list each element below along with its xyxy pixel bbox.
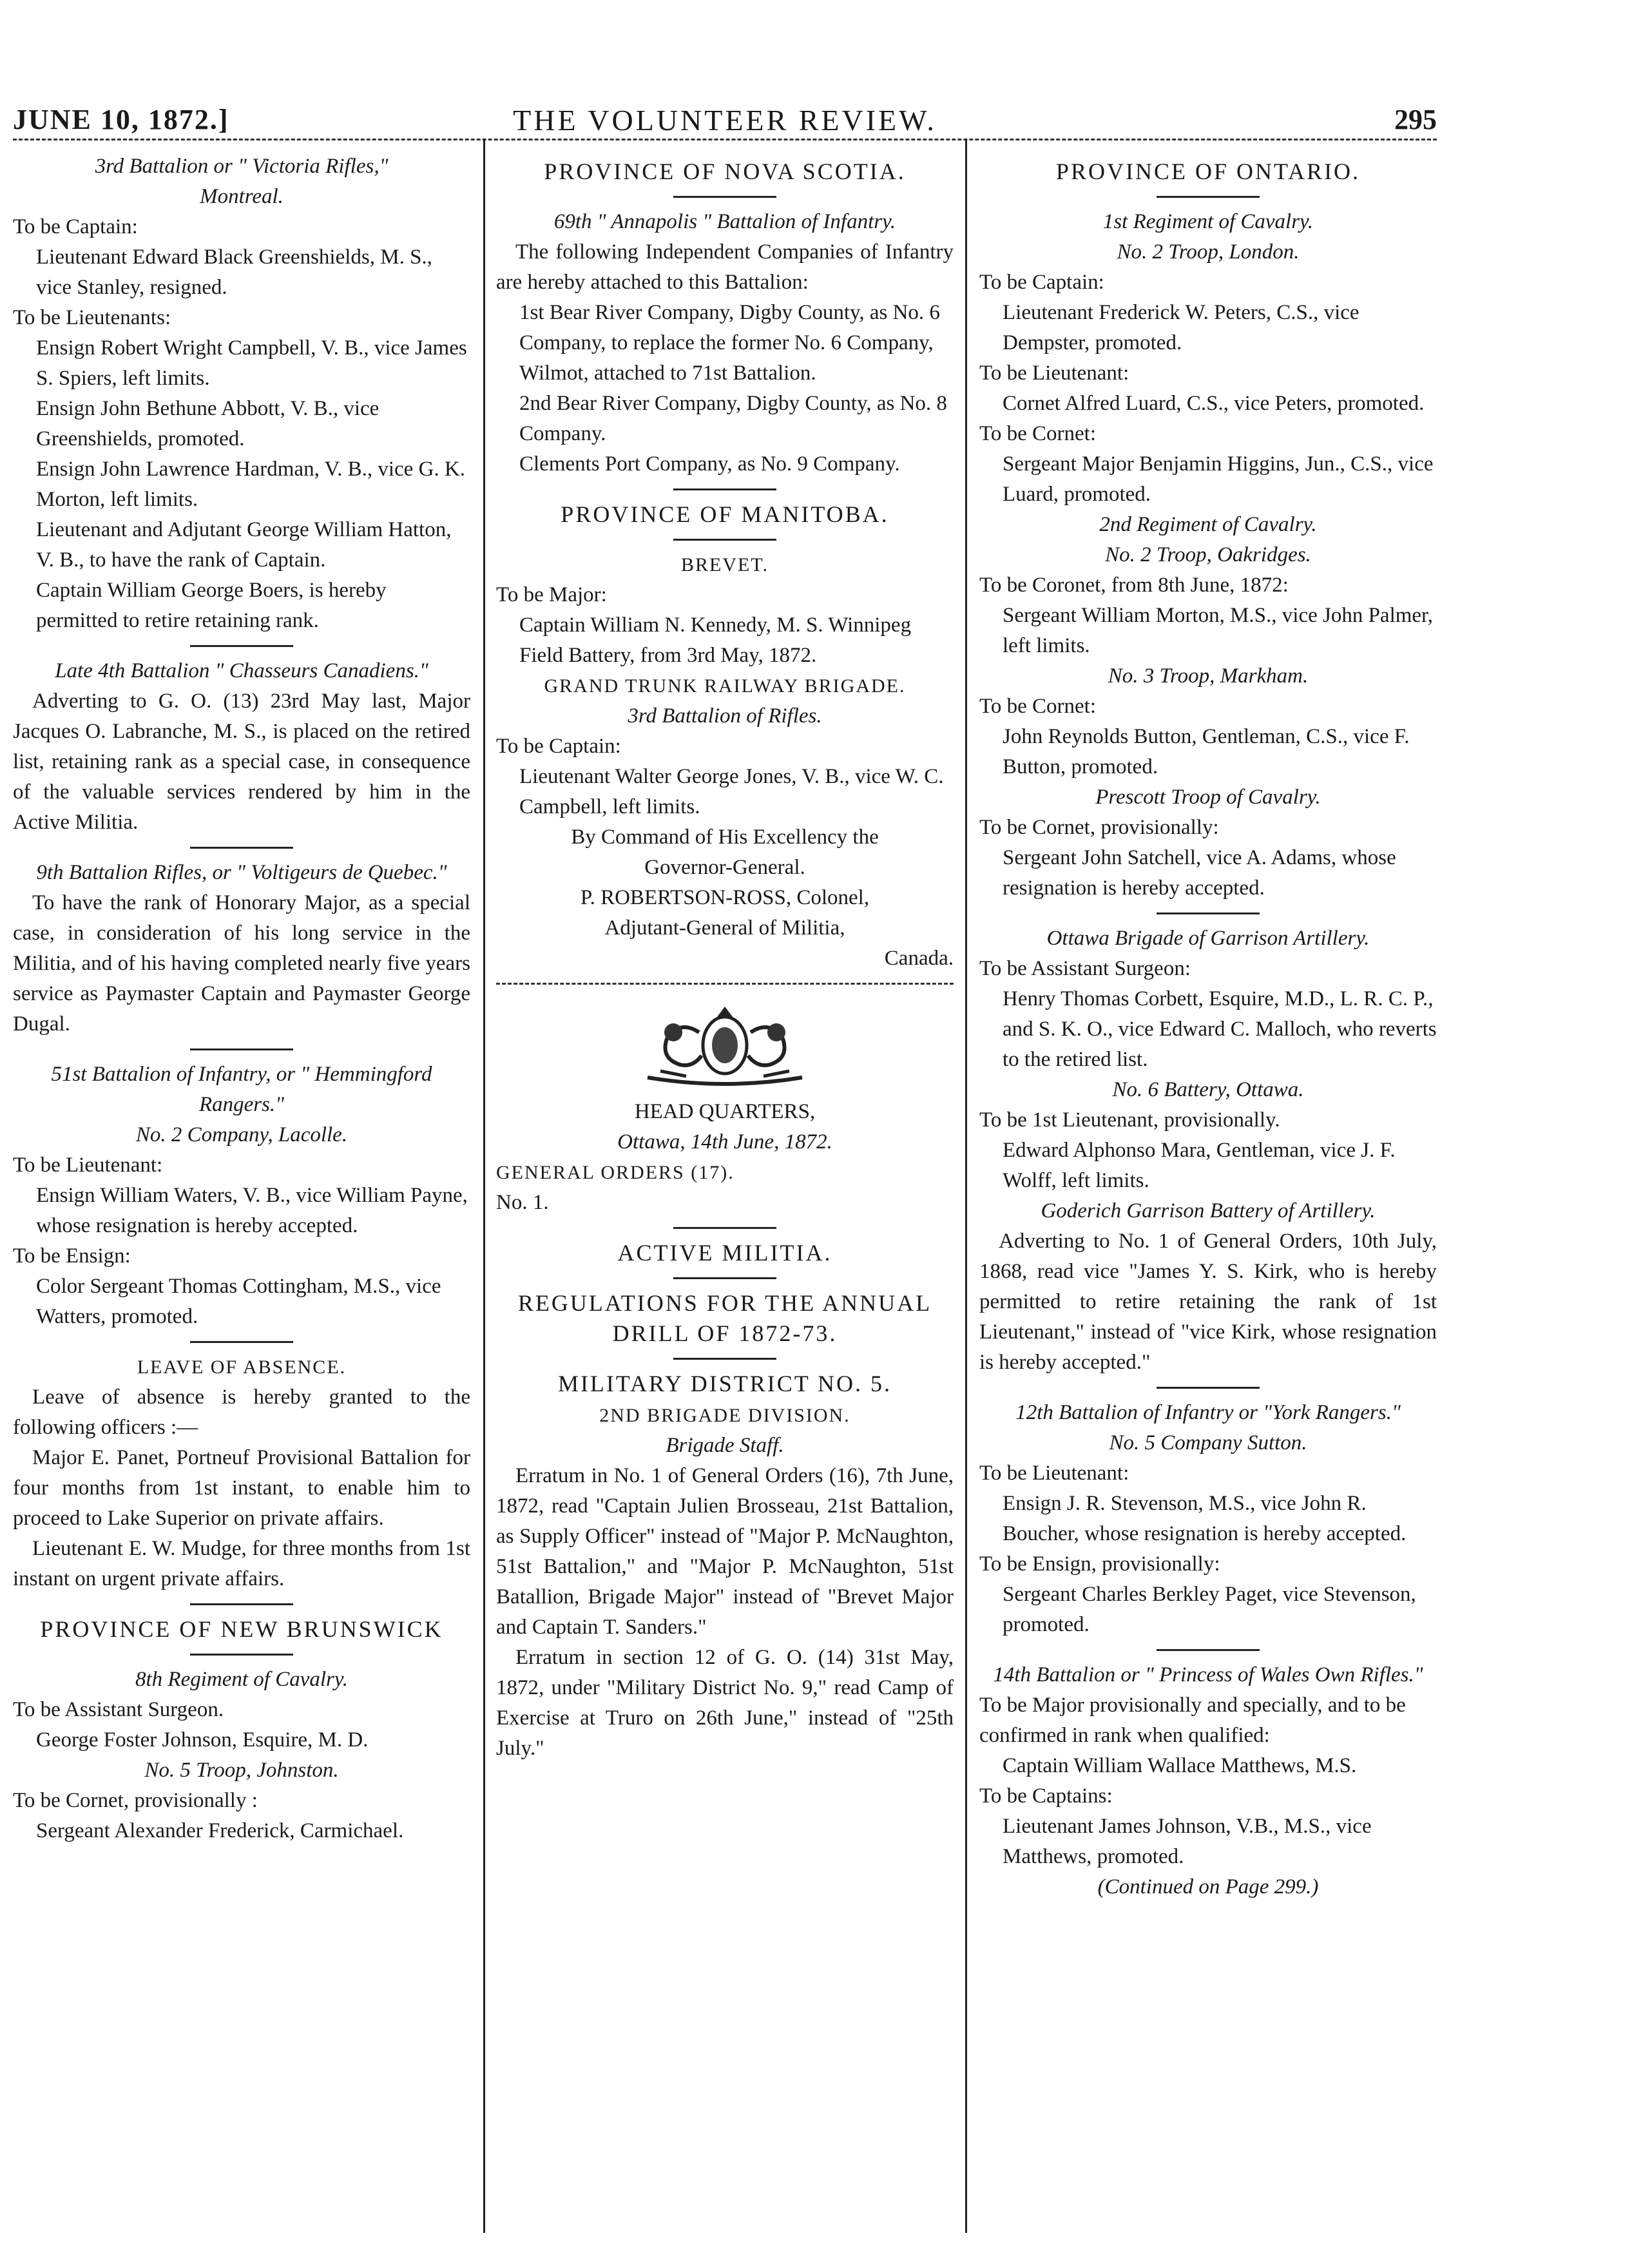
appointment-heading: To be Captain: bbox=[496, 735, 621, 758]
province-heading: PROVINCE OF MANITOBA. bbox=[561, 501, 889, 527]
page-header bbox=[13, 103, 1437, 148]
appointment-heading: To be 1st Lieutenant, provisionally. bbox=[979, 1108, 1280, 1132]
general-orders: GENERAL ORDERS (17). bbox=[496, 1162, 735, 1183]
appointment-entry: Ensign John Bethune Abbott, V. B., vice Greenshields, promoted. bbox=[36, 397, 379, 450]
section-title: BREVET. bbox=[681, 554, 769, 575]
appointment-entry: Cornet Alfred Luard, C.S., vice Peters, promoted. bbox=[1003, 392, 1425, 415]
header-rule bbox=[13, 139, 1437, 140]
command-line: By Command of His Excellency the bbox=[571, 826, 879, 849]
section-title: 2nd Regiment of Cavalry. bbox=[1099, 513, 1317, 536]
province-heading: PROVINCE OF NEW BRUNSWICK bbox=[40, 1616, 443, 1642]
appointment-entry: 2nd Bear River Company, Digby County, as No. 8 Company. bbox=[519, 392, 947, 445]
appointment-heading: To be Captains: bbox=[979, 1784, 1113, 1808]
section-divider bbox=[190, 645, 293, 647]
appointment-entry: Lieutenant Frederick W. Peters, C.S., vice Dempster, promoted. bbox=[1003, 301, 1359, 354]
notice-divider bbox=[496, 983, 954, 985]
hq-title: HEAD QUARTERS, bbox=[634, 1100, 816, 1123]
section-divider bbox=[190, 1603, 293, 1605]
publication-title: THE VOLUNTEER REVIEW. bbox=[513, 104, 937, 137]
column-left bbox=[13, 151, 470, 1846]
section-divider bbox=[673, 539, 776, 541]
division-title: 2ND BRIGADE DIVISION. bbox=[599, 1405, 850, 1426]
appointment-entry: Lieutenant Walter George Jones, V. B., vice W. C. Campbell, left limits. bbox=[519, 765, 944, 818]
section-title: LEAVE OF ABSENCE. bbox=[137, 1357, 347, 1378]
appointment-heading: To be Captain: bbox=[979, 271, 1104, 294]
signature-title: Adjutant-General of Militia, bbox=[604, 916, 845, 940]
appointment-entry: Henry Thomas Corbett, Esquire, M.D., L. R. C. P., and S. K. O., vice Edward C. Malloch, who reverts to the retired list. bbox=[1003, 987, 1437, 1071]
section-divider bbox=[190, 847, 293, 849]
section-subtitle: No. 5 Company Sutton. bbox=[1109, 1431, 1307, 1454]
hq-place: Ottawa, 14th June, 1872. bbox=[617, 1130, 832, 1154]
appointment-heading: To be Captain: bbox=[13, 215, 138, 238]
appointment-heading: To be Lieutenant: bbox=[979, 362, 1129, 385]
province-heading: PROVINCE OF ONTARIO. bbox=[1055, 159, 1361, 184]
appointment-heading: To be Assistant Surgeon: bbox=[979, 957, 1191, 980]
district-heading: MILITARY DISTRICT NO. 5. bbox=[557, 1371, 892, 1396]
appointment-entry: Captain William George Boers, is hereby permitted to retire retaining rank. bbox=[36, 579, 387, 632]
command-line: Governor-General. bbox=[644, 856, 805, 879]
order-paragraph: Leave of absence is hereby granted to the following officers :— bbox=[13, 1386, 470, 1439]
order-paragraph: The following Independent Companies of Infantry are hereby attached to this Battalion: bbox=[496, 240, 954, 294]
appointment-entry: Captain William N. Kennedy, M. S. Winnipeg Field Battery, from 3rd May, 1872. bbox=[519, 613, 912, 667]
section-divider bbox=[1157, 913, 1260, 914]
appointment-entry: Ensign John Lawrence Hardman, V. B., vice G. K. Morton, left limits. bbox=[36, 458, 465, 511]
appointment-entry: Ensign J. R. Stevenson, M.S., vice John R. Boucher, whose resignation is hereby accepted. bbox=[1003, 1492, 1407, 1545]
appointment-entry: Sergeant William Morton, M.S., vice John Palmer, left limits. bbox=[1003, 604, 1433, 657]
appointment-entry: Ensign William Waters, V. B., vice William Payne, whose resignation is hereby accepted. bbox=[36, 1184, 468, 1237]
section-subtitle: No. 2 Troop, Oakridges. bbox=[1105, 543, 1311, 566]
section-title: Prescott Troop of Cavalry. bbox=[1095, 786, 1321, 809]
appointment-heading: To be Assistant Surgeon. bbox=[13, 1698, 224, 1721]
column-divider-2 bbox=[965, 139, 967, 2233]
appointment-heading: To be Lieutenant: bbox=[13, 1154, 163, 1177]
appointment-entry: Captain William Wallace Matthews, M.S. bbox=[1003, 1754, 1357, 1777]
order-paragraph: Adverting to No. 1 of General Orders, 10th July, 1868, read vice "James Y. S. Kirk, who is hereby permitted to retire retaining the rank of 1st Lieutenant," instead of "vice Kirk, whose resignation is hereby accepted." bbox=[979, 1230, 1437, 1374]
section-title: 3rd Battalion or " Victoria Rifles," bbox=[95, 155, 389, 178]
order-paragraph: Major E. Panet, Portneuf Provisional Battalion for four months from 1st instant, to enable him to proceed to Lake Superior on private affairs. bbox=[13, 1446, 470, 1530]
order-paragraph: Adverting to G. O. (13) 23rd May last, Major Jacques O. Labranche, M. S., is placed on the retired list, retaining rank as a special case, in consequence of the valuable services rendered by him in the Active Militia. bbox=[13, 690, 470, 834]
section-divider bbox=[673, 1358, 776, 1360]
section-divider bbox=[1157, 196, 1260, 198]
section-title: 14th Battalion or " Princess of Wales Own Rifles." bbox=[993, 1663, 1423, 1686]
section-subtitle: No. 2 Company, Lacolle. bbox=[135, 1123, 348, 1146]
column-right bbox=[979, 151, 1437, 1902]
appointment-heading: To be Major provisionally and specially, and to be confirmed in rank when qualified: bbox=[979, 1694, 1406, 1747]
section-divider bbox=[190, 1654, 293, 1656]
section-divider bbox=[673, 1227, 776, 1229]
appointment-entry: George Foster Johnson, Esquire, M. D. bbox=[36, 1728, 369, 1752]
order-number: No. 1. bbox=[496, 1191, 549, 1214]
page-number: 295 bbox=[1394, 104, 1437, 135]
section-title: 1st Regiment of Cavalry. bbox=[1102, 210, 1314, 233]
section-title: 51st Battalion of Infantry, or " Hemmingford Rangers." bbox=[51, 1063, 432, 1116]
appointment-entry: Lieutenant and Adjutant George William Hatton, V. B., to have the rank of Captain. bbox=[36, 518, 452, 572]
appointment-heading: To be Coronet, from 8th June, 1872: bbox=[979, 574, 1289, 597]
section-divider bbox=[673, 1277, 776, 1279]
section-divider bbox=[673, 488, 776, 490]
column-middle bbox=[496, 151, 954, 1764]
appointment-entry: 1st Bear River Company, Digby County, as No. 6 Company, to replace the former No. 6 Company, Wilmot, attached to 71st Battalion. bbox=[519, 301, 940, 385]
section-title: Goderich Garrison Battery of Artillery. bbox=[1041, 1199, 1376, 1222]
section-subtitle: No. 5 Troop, Johnston. bbox=[144, 1759, 339, 1782]
appointment-entry: Sergeant Charles Berkley Paget, vice Stevenson, promoted. bbox=[1003, 1583, 1416, 1636]
appointment-heading: To be Major: bbox=[496, 583, 607, 606]
appointment-entry: Sergeant Major Benjamin Higgins, Jun., C.S., vice Luard, promoted. bbox=[1003, 452, 1434, 506]
signature-name: P. ROBERTSON-ROSS, Colonel, bbox=[580, 886, 870, 909]
section-title: GRAND TRUNK RAILWAY BRIGADE. bbox=[544, 675, 906, 697]
appointment-heading: To be Lieutenants: bbox=[13, 306, 171, 329]
appointment-entry: Ensign Robert Wright Campbell, V. B., vice James S. Spiers, left limits. bbox=[36, 336, 467, 390]
section-subtitle: 3rd Battalion of Rifles. bbox=[628, 704, 822, 728]
regulations-heading: REGULATIONS FOR THE ANNUAL DRILL OF 1872-73. bbox=[517, 1290, 932, 1346]
section-subtitle: No. 3 Troop, Markham. bbox=[1108, 664, 1309, 688]
appointment-entry: Lieutenant James Johnson, V.B., M.S., vice Matthews, promoted. bbox=[1003, 1815, 1372, 1868]
section-title: 9th Battalion Rifles, or " Voltigeurs de Quebec." bbox=[36, 861, 447, 884]
section-title: 8th Regiment of Cavalry. bbox=[135, 1668, 348, 1691]
section-title: 12th Battalion of Infantry or "York Rangers." bbox=[1015, 1401, 1401, 1424]
section-divider bbox=[190, 1341, 293, 1343]
appointment-entry: Sergeant Alexander Frederick, Carmichael. bbox=[36, 1819, 404, 1842]
appointment-entry: Color Sergeant Thomas Cottingham, M.S., vice Watters, promoted. bbox=[36, 1275, 441, 1328]
signature-country: Canada. bbox=[884, 947, 954, 970]
section-title: 69th " Annapolis " Battalion of Infantry. bbox=[553, 210, 896, 233]
appointment-heading: To be Cornet: bbox=[979, 695, 1096, 718]
issue-date: JUNE 10, 1872.] bbox=[13, 104, 229, 135]
staff-title: Brigade Staff. bbox=[666, 1434, 784, 1457]
section-title: Ottawa Brigade of Garrison Artillery. bbox=[1046, 927, 1370, 950]
appointment-entry: Clements Port Company, as No. 9 Company. bbox=[519, 452, 900, 476]
column-divider-1 bbox=[483, 139, 485, 2233]
province-heading: PROVINCE OF NOVA SCOTIA. bbox=[544, 159, 906, 184]
appointment-heading: To be Lieutenant: bbox=[979, 1462, 1129, 1485]
appointment-entry: Sergeant John Satchell, vice A. Adams, whose resignation is hereby accepted. bbox=[1003, 846, 1396, 900]
section-divider bbox=[673, 196, 776, 198]
appointment-heading: To be Cornet: bbox=[979, 422, 1096, 445]
appointment-entry: Edward Alphonso Mara, Gentleman, vice J. F. Wolff, left limits. bbox=[1003, 1139, 1396, 1192]
section-divider bbox=[1157, 1387, 1260, 1389]
erratum-paragraph: Erratum in section 12 of G. O. (14) 31st May, 1872, under "Military District No. 9," read Camp of Exercise at Truro on 26th June," instead of "25th July." bbox=[496, 1646, 954, 1760]
section-place: Montreal. bbox=[200, 185, 283, 208]
appointment-heading: To be Ensign, provisionally: bbox=[979, 1552, 1220, 1576]
section-divider bbox=[190, 1048, 293, 1050]
section-divider bbox=[1157, 1649, 1260, 1651]
appointment-heading: To be Cornet, provisionally: bbox=[979, 816, 1219, 839]
section-subtitle: No. 6 Battery, Ottawa. bbox=[1112, 1078, 1304, 1101]
section-subtitle: No. 2 Troop, London. bbox=[1117, 240, 1300, 264]
royal-arms-emblem bbox=[635, 994, 815, 1090]
section-heading: ACTIVE MILITIA. bbox=[617, 1240, 832, 1266]
continued-note: (Continued on Page 299.) bbox=[1097, 1875, 1319, 1898]
section-title: Late 4th Battalion " Chasseurs Canadiens." bbox=[55, 659, 428, 682]
appointment-entry: John Reynolds Button, Gentleman, C.S., vice F. Button, promoted. bbox=[1003, 725, 1410, 778]
appointment-entry: Lieutenant Edward Black Greenshields, M. S., vice Stanley, resigned. bbox=[36, 246, 432, 299]
appointment-heading: To be Ensign: bbox=[13, 1244, 131, 1268]
appointment-heading: To be Cornet, provisionally : bbox=[13, 1789, 258, 1812]
erratum-paragraph: Erratum in No. 1 of General Orders (16), 7th June, 1872, read "Captain Julien Brosseau, 21st Battalion, as Supply Officer" instead of "Major P. McNaughton, 51st Battalion," and "Major P. McNaughton, 51st Batallion, Brigade Major" instead of "Brevet Major and Captain T. Sanders." bbox=[496, 1464, 954, 1639]
order-paragraph: Lieutenant E. W. Mudge, for three months from 1st instant on urgent private affairs. bbox=[13, 1537, 470, 1590]
order-paragraph: To have the rank of Honorary Major, as a special case, in consideration of his long service in the Militia, and of his having completed nearly five years service as Paymaster Captain and Paymaster George Dugal. bbox=[13, 891, 470, 1036]
